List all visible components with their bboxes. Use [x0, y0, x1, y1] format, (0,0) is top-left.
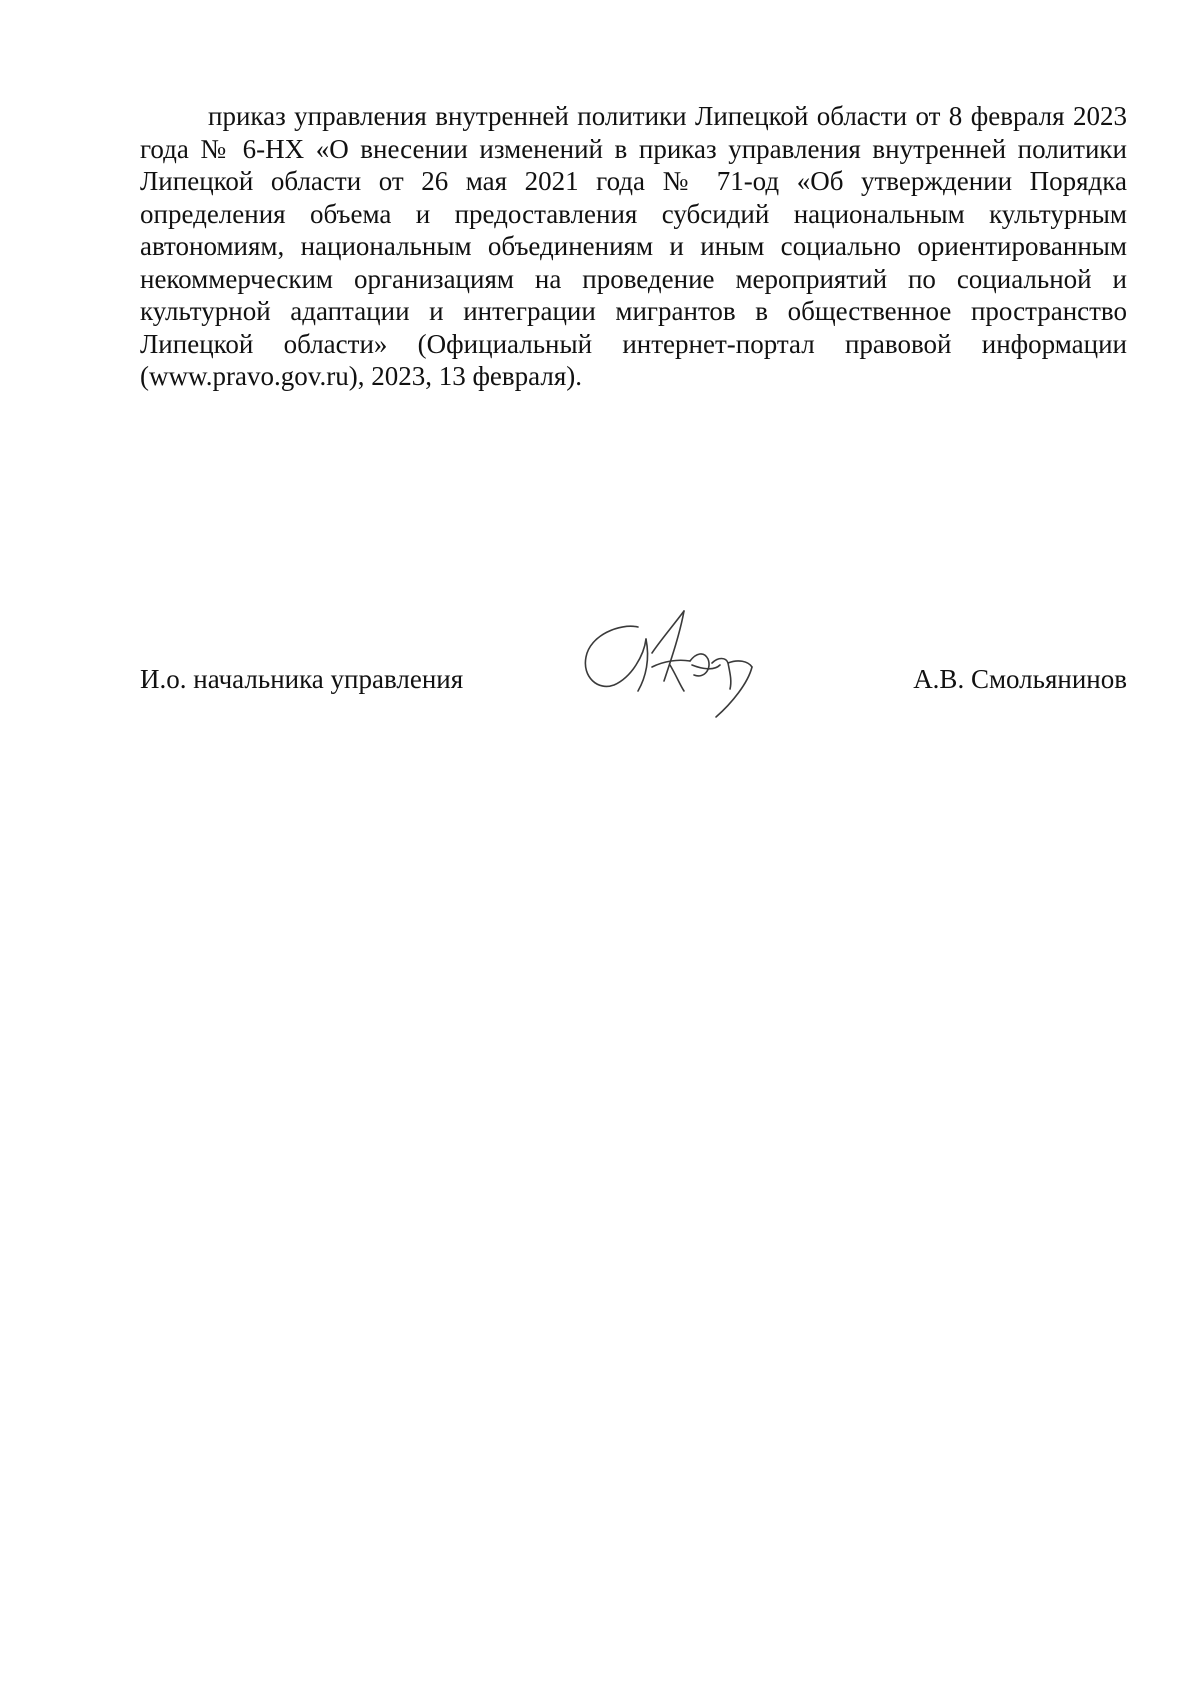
- handwritten-signature: [580, 605, 790, 720]
- signatory-position: И.о. начальника управления: [140, 664, 464, 694]
- signatory-name: А.В. Смольянинов: [913, 664, 1127, 694]
- body-paragraph: приказ управления внутренней политики Липецкой области от 8 февраля 2023 года № 6-НХ «О внесении изменений в приказ управления внутренней политики Липецкой области от 26 мая 2021 года № 71-од «Об утверждении Порядка определения объема и предоставления субсидий национальным культурным автономиям, национальным объединениям и иным социально ориентированным некоммерческим организациям на проведение мероприятий по социальной и культурной адаптации и интеграции мигрантов в общественное пространство Липецкой области» (Официальный интернет-портал правовой информации (www.pravo.gov.ru), 2023, 13 февраля).: [140, 101, 1127, 391]
